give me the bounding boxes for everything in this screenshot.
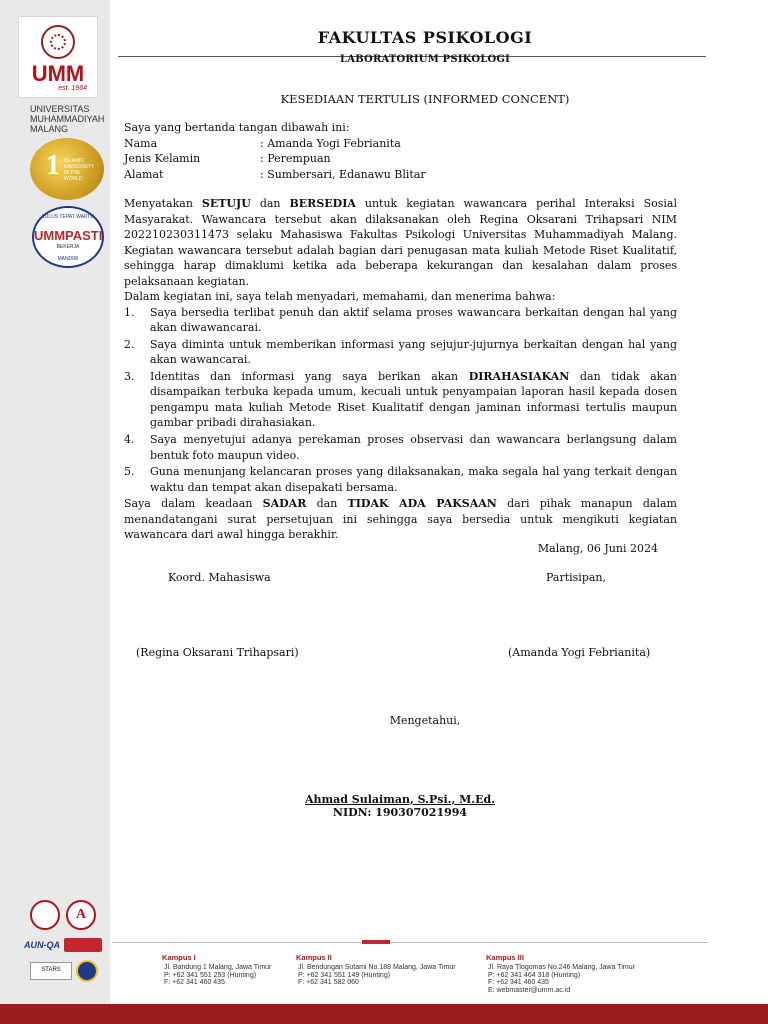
statement-text: Menyatakan: [124, 197, 202, 210]
ummpasti-top: LULUS TEPAT WAKTU: [42, 214, 94, 220]
campus-line: P: +62 341 551 253 (Hunting): [164, 971, 257, 979]
asean-logo-icon: [76, 960, 98, 982]
statement-emphasis: SETUJU: [201, 197, 251, 210]
ranking-text-line: UNIVERSITY: [64, 164, 95, 170]
ranking-ribbon-icon: [64, 938, 102, 952]
identity-value: : Perempuan: [260, 152, 331, 165]
advisor-name: Ahmad Sulaiman, S.Psi., M.Ed.: [304, 793, 496, 806]
consent-emphasis: SADAR: [262, 497, 307, 511]
campus-line: F: +62 341 460 435: [488, 979, 549, 987]
campus-title: Kampus III: [486, 953, 524, 962]
campus-title: Kampus I: [162, 953, 196, 962]
accreditation-a-icon: A: [66, 900, 96, 930]
ranking-text-line: ISLAMIC: [64, 158, 85, 164]
document-title: KESEDIAAN TERTULIS (INFORMED CONCENT): [280, 92, 570, 106]
list-text-part: Identitas dan informasi yang saya berikan akan: [150, 369, 469, 383]
ranking-number: 1: [46, 150, 60, 181]
advisor-nidn: NIDN: 190307021994: [332, 806, 468, 819]
qs-stars-logo: STARS: [30, 962, 72, 980]
ummpasti-badge-icon: [32, 206, 104, 268]
koord-label: Koord. Mahasiswa: [168, 571, 271, 584]
partisipan-signature-name: (Amanda Yogi Febrianita): [508, 646, 651, 659]
ranking-text: [64, 158, 96, 182]
statement-text: untuk kegiatan wawancara perihal Interaksi Sosial Masyarakat. Wawancara tersebut akan dilaksanakan oleh Regina Oksarani Trihapsari NIM 202210230311473 selaku Mahasiswa Fakultas Psikologi Universitas Muhammadiyah Malang. Kegiatan wawancara tersebut adalah bagian dari penugasan mata kuliah Metode Riset Kualitatif, sehingga harap dimaklumi ketika ada beberapa kekurangan dan kesalahan dalam proses pelaksanaan kegiatan.: [124, 197, 677, 288]
campus-3-address: [486, 954, 635, 995]
list-number: 1.: [124, 305, 135, 319]
identity-row: [124, 151, 677, 167]
consent-text: dari pihak manapun dalam menandatangani surat persetujuan ini sehingga saya bersedia untuk mengikuti kegiatan wawancara dari awal hingga berakhir.: [124, 497, 677, 542]
list-item: [124, 337, 677, 368]
ummpasti-sub: BEKERJA: [56, 244, 80, 250]
campus-line: F: +62 341 582 060: [298, 979, 359, 987]
list-text: [150, 369, 677, 431]
ummpasti-main: UMMPASTI: [34, 228, 103, 243]
umm-emblem-icon: [41, 25, 75, 59]
campus-line: P: +62 341 464 318 (Hunting): [488, 971, 581, 979]
bottom-brand-bar: [0, 1004, 768, 1024]
campus-line: Jl. Bendungan Sutami No.188 Malang, Jawa Timur: [298, 963, 456, 971]
umm-logo: [18, 16, 98, 98]
campus-title: Kampus II: [296, 953, 332, 962]
list-number: 4.: [124, 433, 135, 447]
logo-text: UMM: [31, 61, 85, 86]
sidebar: [0, 0, 110, 1004]
statement-emphasis: BERSEDIA: [289, 197, 356, 210]
campus-line: Jl. Raya Tlogomas No.246 Malang, Jawa Timur: [488, 963, 635, 971]
list-item: [124, 432, 677, 463]
list-text: Saya menyetujui adanya perekaman proses observasi dan wawancara berlangsung dalam bentuk foto maupun video.: [150, 433, 677, 462]
list-text: Saya bersedia terlibat penuh dan aktif selama proses wawancara berkaitan dengan hal yang akan diwawancarai.: [150, 305, 677, 334]
footer-divider: [112, 942, 708, 943]
terms-list: [124, 305, 677, 496]
mengetahui-label: Mengetahui,: [389, 714, 461, 727]
list-item: [124, 305, 677, 336]
university-name-line: MUHAMMADIYAH: [30, 114, 105, 124]
university-name-line: MALANG: [30, 124, 69, 134]
consent-text: dan: [306, 497, 348, 511]
identity-key: Nama: [124, 136, 158, 150]
campus-line: Jl. Bandung 1 Malang, Jawa Timur: [164, 963, 272, 971]
identity-key: Jenis Kelamin: [124, 152, 201, 165]
campus-1-address: [162, 954, 271, 987]
list-number: 2.: [124, 337, 135, 351]
identity-value: : Amanda Yogi Febrianita: [260, 136, 401, 150]
list-number: 3.: [124, 369, 135, 383]
statement-paragraph: [124, 196, 677, 289]
university-name-line: UNIVERSITAS: [30, 104, 90, 114]
list-text-part: dan tidak akan disampaikan terbuka kepada umum, kecuali untuk penyampaian laporan hasil kepada dosen pengampu mata kuliah Metode Riset Kualitatif dengan jaminan informasi tertulis maupun gambar pribadi dirahasiakan.: [150, 369, 677, 430]
list-number: 5.: [124, 465, 135, 479]
faculty-title: FAKULTAS PSIKOLOGI: [317, 28, 533, 47]
place-date: Malang, 06 Juni 2024: [537, 542, 658, 555]
identity-row: [124, 136, 677, 152]
list-item: [124, 369, 677, 431]
intro-text: Saya yang bertanda tangan dibawah ini:: [124, 121, 350, 134]
identity-value: : Sumbersari, Edanawu Blitar: [260, 167, 426, 181]
consent-emphasis: TIDAK ADA PAKSAAN: [347, 497, 497, 511]
ranking-badge-icon: [30, 138, 104, 200]
logo-est: est. 1964: [58, 85, 87, 92]
campus-line: F: +62 341 460 435: [164, 979, 225, 987]
campus-line: E: webmaster@umm.ac.id: [488, 987, 571, 995]
consent-paragraph: [124, 496, 677, 543]
awareness-paragraph: Dalam kegiatan ini, saya telah menyadari, memahami, dan menerima bahwa:: [124, 290, 556, 303]
statement-text: dan: [250, 197, 290, 210]
university-name: [30, 104, 104, 134]
accreditation-seal-icon: [30, 900, 60, 930]
campus-2-address: [296, 954, 456, 987]
ranking-text-line: WORLD: [64, 176, 83, 182]
koord-signature-name: (Regina Oksarani Trihapsari): [136, 646, 299, 659]
partisipan-label: Partisipan,: [546, 571, 607, 584]
identity-row: [124, 167, 677, 183]
list-text-emphasis: DIRAHASIAKAN: [468, 369, 570, 383]
consent-text: Saya dalam keadaan: [124, 497, 263, 511]
ummpasti-bottom: MANDIRI: [57, 256, 79, 262]
list-item: [124, 464, 677, 495]
campus-line: P: +62 341 551 149 (Hunting): [298, 971, 391, 979]
footer-accent: [362, 940, 390, 944]
lab-subtitle: LABORATORIUM PSIKOLOGI: [340, 54, 510, 65]
ranking-text-line: IN THE: [64, 170, 81, 176]
list-text: Saya diminta untuk memberikan informasi yang sejujur-jujurnya berkaitan dengan hal yang akan wawancarai.: [150, 337, 677, 367]
list-text: Guna menunjang kelancaran proses yang dilaksanakan, maka segala hal yang terkait dengan waktu dan tempat akan disepakati bersama.: [150, 465, 677, 494]
aun-qa-logo: AUN-QA: [24, 940, 60, 950]
identity-key: Alamat: [124, 167, 164, 181]
document-body: [124, 120, 677, 543]
